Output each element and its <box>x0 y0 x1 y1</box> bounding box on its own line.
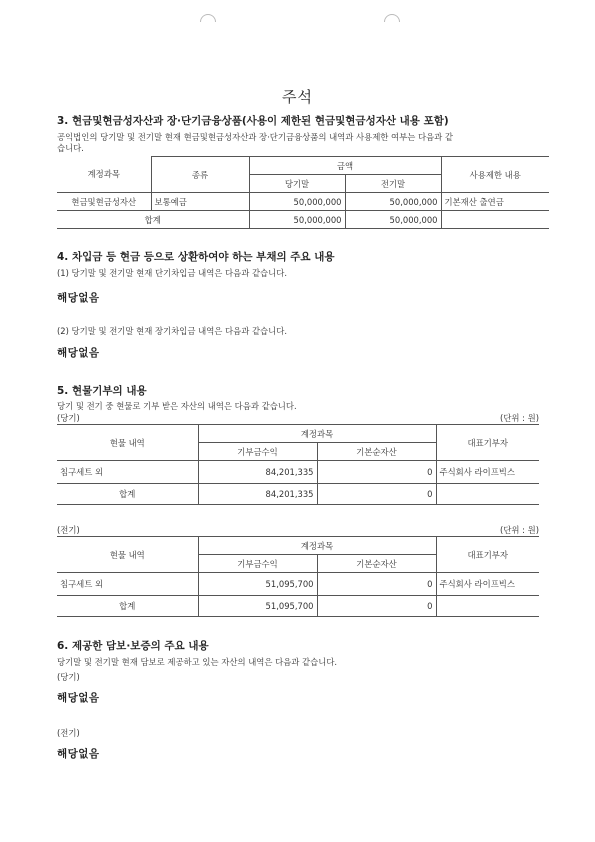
table-total-row <box>57 211 549 229</box>
cash-equivalents-table <box>57 156 549 229</box>
cell-account: 현금및현금성자산 <box>57 193 151 211</box>
total-label: 합계 <box>57 596 198 617</box>
section-5-prior-label: (전기) <box>57 525 80 535</box>
col-header-account: 계정과목 <box>198 537 436 555</box>
total-label: 합계 <box>57 484 198 505</box>
section-6-prior-label: (전기) <box>57 728 80 738</box>
cell-revenue: 84,201,335 <box>198 461 317 484</box>
total-donor-empty <box>436 596 539 617</box>
section-4-p2: (2) 당기말 및 전기말 현재 장기차입금 내역은 다음과 같습니다. <box>57 326 287 336</box>
table-total-row <box>57 484 539 505</box>
col-header-current: 당기말 <box>249 175 345 193</box>
section-5-desc: 당기 및 전기 중 현물로 기부 받은 자산의 내역은 다음과 같습니다. <box>57 401 297 411</box>
col-header-account: 계정과목 <box>87 169 120 180</box>
cell-donor: 주식회사 라이프빅스 <box>436 573 539 596</box>
section-4-none-1: 해당없음 <box>57 292 100 304</box>
col-header-prior: 전기말 <box>345 175 441 193</box>
section-3-desc-line1: 공익법인의 당기말 및 전기말 현재 현금및현금성자산과 장·단기금융상품의 내역과 사용제한 여부는 다음과 같 <box>57 132 454 142</box>
cell-revenue: 51,095,700 <box>198 573 317 596</box>
total-revenue: 51,095,700 <box>198 596 317 617</box>
punch-hole-right <box>384 14 400 22</box>
total-basic: 0 <box>317 596 436 617</box>
section-6-none-2: 해당없음 <box>57 748 100 760</box>
col-header-restriction: 사용제한 내용 <box>441 157 549 193</box>
col-header-item: 현물 내역 <box>57 537 198 573</box>
col-header-item: 현물 내역 <box>57 425 198 461</box>
col-header-basic-net-assets: 기본순자산 <box>317 443 436 461</box>
cell-prior: 50,000,000 <box>345 193 441 211</box>
cell-item: 침구세트 외 <box>57 573 198 596</box>
section-6-desc: 당기말 및 전기말 현재 담보로 제공하고 있는 자산의 내역은 다음과 같습니다. <box>57 657 338 667</box>
cell-item: 침구세트 외 <box>57 461 198 484</box>
total-revenue: 84,201,335 <box>198 484 317 505</box>
table-total-row <box>57 596 539 617</box>
page-title: 주석 <box>282 88 313 106</box>
section-6-current-label: (당기) <box>57 672 80 682</box>
total-basic: 0 <box>317 484 436 505</box>
section-3-heading: 3. 현금및현금성자산과 장·단기금융상품(사용이 제한된 현금및현금성자산 내용 포함) <box>57 115 449 127</box>
cell-donor: 주식회사 라이프빅스 <box>436 461 539 484</box>
punch-hole-left <box>200 14 216 22</box>
in-kind-donation-current-table <box>57 424 539 505</box>
col-header-basic-net-assets: 기본순자산 <box>317 555 436 573</box>
total-donor-empty <box>436 484 539 505</box>
section-6-heading: 6. 제공한 담보·보증의 주요 내용 <box>57 640 209 652</box>
section-3-desc-line2: 습니다. <box>57 143 84 153</box>
total-current: 50,000,000 <box>249 211 345 229</box>
total-restriction-empty <box>441 211 549 229</box>
section-6-none-1: 해당없음 <box>57 692 100 704</box>
section-4-heading: 4. 차입금 등 현금 등으로 상환하여야 하는 부채의 주요 내용 <box>57 251 335 263</box>
section-4-p1: (1) 당기말 및 전기말 현재 단기차입금 내역은 다음과 같습니다. <box>57 268 287 278</box>
total-label: 합계 <box>57 211 249 229</box>
cell-basic: 0 <box>317 573 436 596</box>
section-5-current-label: (당기) <box>57 413 80 423</box>
table-row <box>57 573 539 596</box>
col-header-donation-revenue: 기부금수익 <box>198 555 317 573</box>
col-header-type: 종류 <box>151 157 249 193</box>
cell-current: 50,000,000 <box>249 193 345 211</box>
section-5-unit-current: (단위 : 원) <box>500 413 539 423</box>
col-header-donor: 대표기부자 <box>436 425 539 461</box>
cell-restriction: 기본재산 출연금 <box>441 193 549 211</box>
table-row <box>57 461 539 484</box>
section-4-none-2: 해당없음 <box>57 347 100 359</box>
cell-basic: 0 <box>317 461 436 484</box>
table-row <box>57 193 549 211</box>
col-header-donor: 대표기부자 <box>436 537 539 573</box>
cell-type: 보통예금 <box>151 193 249 211</box>
col-header-amount: 금액 <box>249 157 441 175</box>
col-header-donation-revenue: 기부금수익 <box>198 443 317 461</box>
total-prior: 50,000,000 <box>345 211 441 229</box>
col-header-account: 계정과목 <box>198 425 436 443</box>
in-kind-donation-prior-table <box>57 536 539 617</box>
section-5-heading: 5. 현물기부의 내용 <box>57 385 147 397</box>
section-5-unit-prior: (단위 : 원) <box>500 525 539 535</box>
